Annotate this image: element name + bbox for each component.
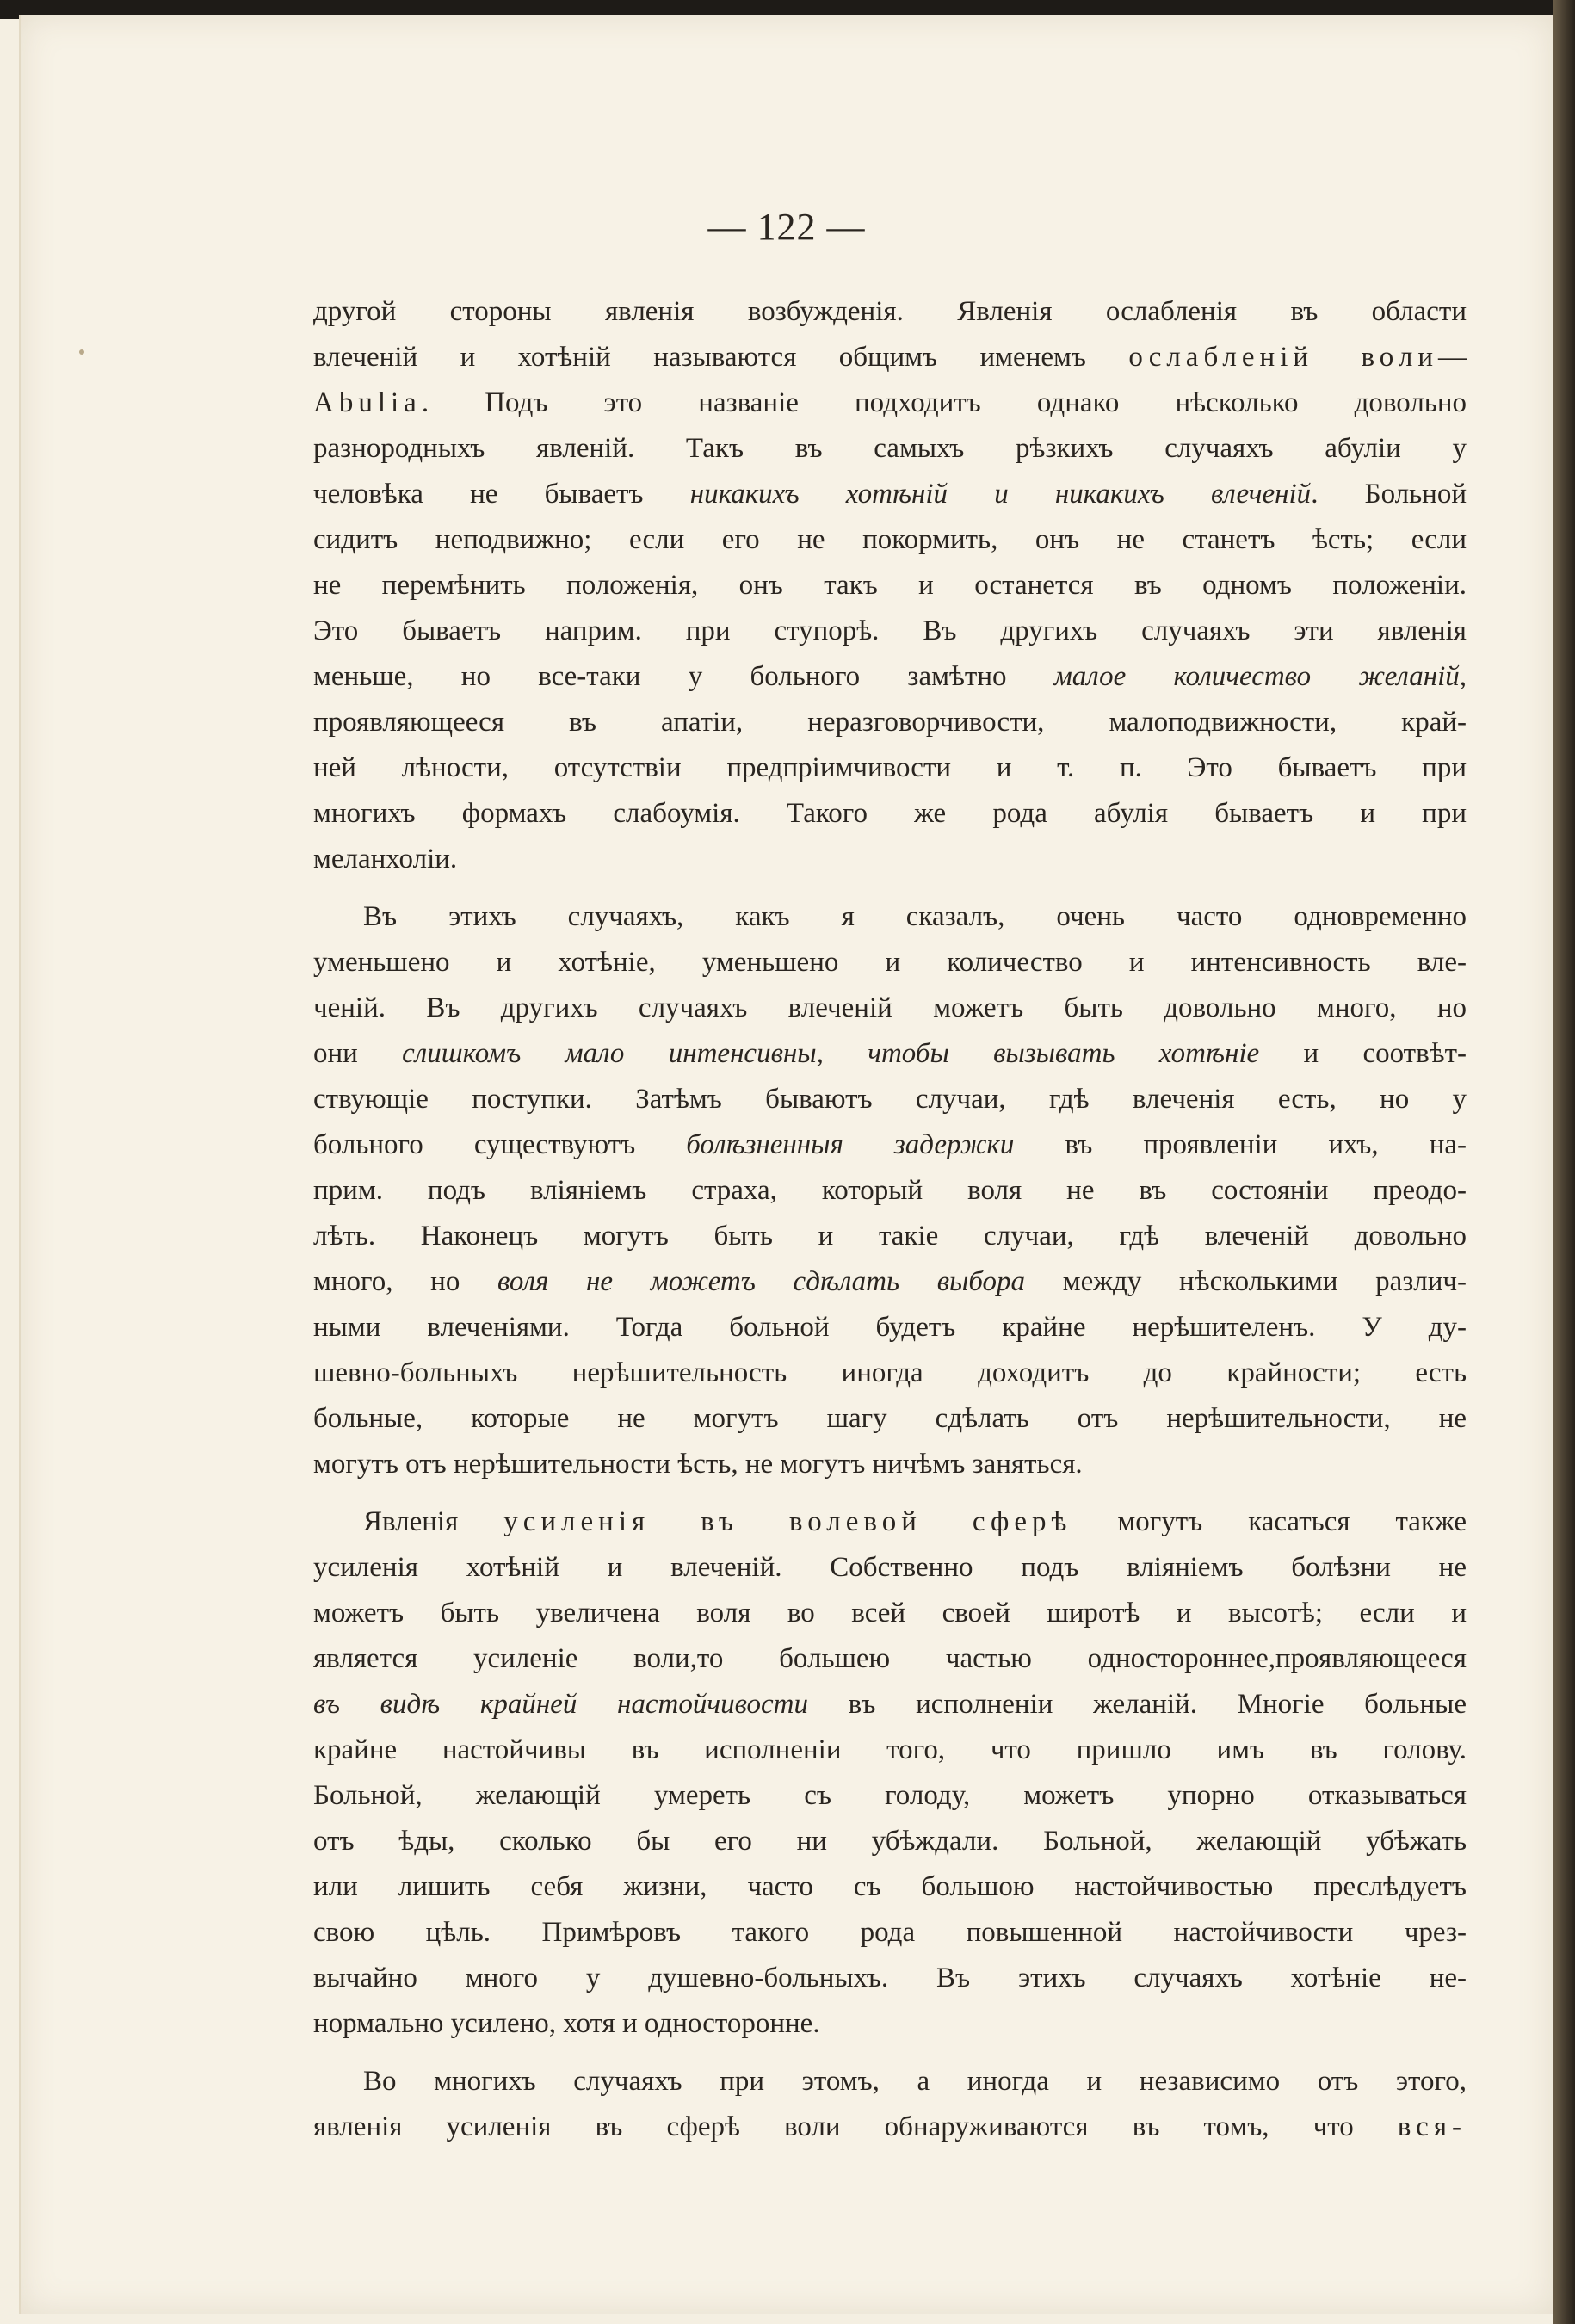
text-run: отъ ѣды, сколько бы его ни убѣждали. Больной, желающій убѣжать [313,1826,1467,1857]
text-run: . Больной [1311,479,1467,510]
text-run: свою цѣль. Примѣровъ такого рода повышенной настойчивости чрез- [313,1917,1467,1948]
text-run: ней лѣности, отсутствіи предпріимчивости и т. п. Это бываетъ при [313,752,1467,783]
text-line [313,1442,1467,1487]
text-line [313,517,1467,563]
text-run: уменьшено и хотѣніе, уменьшено и количество и интенсивность вле- [313,947,1467,978]
text-run: не перемѣнить положенія, онъ такъ и останется въ одномъ положеніи. [313,570,1467,601]
text-line [313,894,1467,940]
text-run: Больной, желающій умереть съ голоду, можетъ упорно отказываться [313,1780,1467,1811]
text-run: меланхоліи. [313,844,458,875]
text-run: можетъ быть увеличена воля во всей своей широтѣ и высотѣ; если и [313,1598,1467,1629]
text-line [313,2001,1467,2047]
text-run: могутъ отъ нерѣшительности ѣсть, не могутъ ничѣмъ заняться. [313,1449,1083,1480]
text-line [313,986,1467,1031]
text-run: другой стороны явленія возбужденія. Явленія ослабленія въ области [313,296,1467,327]
text-line [313,289,1467,335]
text-line [313,1214,1467,1259]
italic-emphasis: малое количество желаній [1053,661,1460,692]
text-line [313,335,1467,380]
text-line [313,1545,1467,1591]
text-line [313,654,1467,700]
text-line [313,426,1467,472]
text-line [313,837,1467,882]
text-line [313,1728,1467,1773]
text-run: они [313,1038,403,1069]
scan-right-edge [1553,0,1575,2324]
text-line [313,563,1467,609]
text-line [313,1031,1467,1077]
text-run: Явленія [363,1506,504,1537]
text-run: Въ этихъ случаяхъ, какъ я сказалъ, очень часто одновременно [363,901,1467,932]
text-run: шевно-больныхъ нерѣшительность иногда доходитъ до крайности; есть [313,1357,1467,1388]
text-line [313,1351,1467,1396]
text-run: Это бываетъ наприм. при ступорѣ. Въ другихъ случаяхъ эти явленія [313,615,1467,646]
text-line [313,1819,1467,1864]
text-line [313,700,1467,745]
text-line [313,609,1467,654]
text-line [313,1956,1467,2001]
text-run: больные, которые не могутъ шагу сдѣлать отъ нерѣшительности, не [313,1403,1467,1434]
italic-emphasis: никакихъ хотѣній и никакихъ влеченій [689,479,1312,510]
text-run: между нѣсколькими различ- [1025,1266,1467,1297]
text-run: крайне настойчивы въ исполненіи того, что пришло имъ въ голову. [313,1734,1467,1765]
text-line [313,745,1467,791]
text-run: много, но [313,1266,498,1297]
text-run: могутъ касаться также [1072,1506,1467,1537]
text-line [313,1168,1467,1214]
text-line [313,1259,1467,1305]
text-line [313,1122,1467,1168]
book-page [19,15,1553,2314]
italic-emphasis: воля не можетъ сдѣлать выбора [497,1266,1026,1297]
text-run: , [1459,661,1467,692]
text-run: вычайно много у душевно-больныхъ. Въ этихъ случаяхъ хотѣніе не- [313,1962,1467,1993]
text-run: разнородныхъ явленій. Такъ въ самыхъ рѣзкихъ случаяхъ абуліи у [313,433,1467,464]
italic-emphasis: болѣзненныя задержки [686,1129,1015,1160]
text-run: прим. подъ вліяніемъ страха, который воля не въ состояніи преодо- [313,1175,1467,1206]
text-line [313,1864,1467,1910]
text-run: — [1438,342,1467,373]
text-run: или лишить себя жизни, часто съ большою настойчивостью преслѣдуетъ [313,1871,1467,1902]
paragraph-gap [313,1487,1467,1499]
text-run: явленія усиленія въ сферѣ воли обнаруживаются въ томъ, что [313,2111,1398,2142]
text-line [313,2059,1467,2105]
paper-speck [79,349,84,355]
text-run: усиленія хотѣній и влеченій. Собственно подъ вліяніемъ болѣзни не [313,1552,1467,1583]
paragraph-gap [313,2047,1467,2059]
text-line [313,1682,1467,1728]
body-text [313,289,1467,2150]
text-run: . Подъ это названіе подходитъ однако нѣсколько довольно [421,387,1467,418]
text-run: многихъ формахъ слабоумія. Такого же рода абулія бываетъ и при [313,798,1467,829]
italic-emphasis: въ видѣ крайней настойчивости [313,1689,808,1720]
text-line [313,380,1467,426]
text-run: сидитъ неподвижно; если его не покормить, онъ не станетъ ѣсть; если [313,524,1467,555]
spaced-emphasis: усиленія въ волевой сферѣ [503,1506,1072,1537]
text-run: меньше, но все-таки у больного замѣтно [313,661,1054,692]
text-run: лѣть. Наконецъ могутъ быть и такіе случаи, гдѣ влеченій довольно [313,1221,1467,1252]
text-line [313,940,1467,986]
text-run: влеченій и хотѣній называются общимъ именемъ [313,342,1129,373]
text-line [313,1636,1467,1682]
page-number: — 122 — [707,206,866,248]
spaced-emphasis: вся- [1397,2111,1467,2142]
paragraph-gap [313,882,1467,894]
text-run: проявляющееся въ апатіи, неразговорчивости, малоподвижности, край- [313,707,1467,738]
text-line [313,1910,1467,1956]
text-run: человѣка не бываетъ [313,479,690,510]
text-line [313,1305,1467,1351]
text-run: въ исполненіи желаній. Многіе больные [807,1689,1467,1720]
text-line [313,1499,1467,1545]
text-line [313,2105,1467,2150]
text-run: и соотвѣт- [1259,1038,1467,1069]
spaced-emphasis: Abulia [313,387,422,418]
italic-emphasis: слишкомъ мало интенсивны, чтобы вызывать хотѣніе [402,1038,1260,1069]
text-run: ствующіе поступки. Затѣмъ бываютъ случаи, гдѣ влеченія есть, но у [313,1084,1467,1115]
text-run: больного существуютъ [313,1129,687,1160]
text-run: ченій. Въ другихъ случаяхъ влеченій можетъ быть довольно много, но [313,992,1467,1023]
text-run: является усиленіе воли,то большею частью одностороннее,проявляющееся [313,1643,1467,1674]
text-line [313,1591,1467,1636]
spaced-emphasis: ослабленій воли [1128,342,1438,373]
text-line [313,1396,1467,1442]
text-line [313,791,1467,837]
text-run: нормально усилено, хотя и односторонне. [313,2008,820,2039]
text-line [313,472,1467,517]
text-run: въ проявленіи ихъ, на- [1014,1129,1467,1160]
text-run: Во многихъ случаяхъ при этомъ, а иногда и независимо отъ этого, [363,2066,1467,2097]
text-line [313,1077,1467,1122]
text-run: ными влеченіями. Тогда больной будетъ крайне нерѣшителенъ. У ду- [313,1312,1467,1343]
text-line [313,1773,1467,1819]
